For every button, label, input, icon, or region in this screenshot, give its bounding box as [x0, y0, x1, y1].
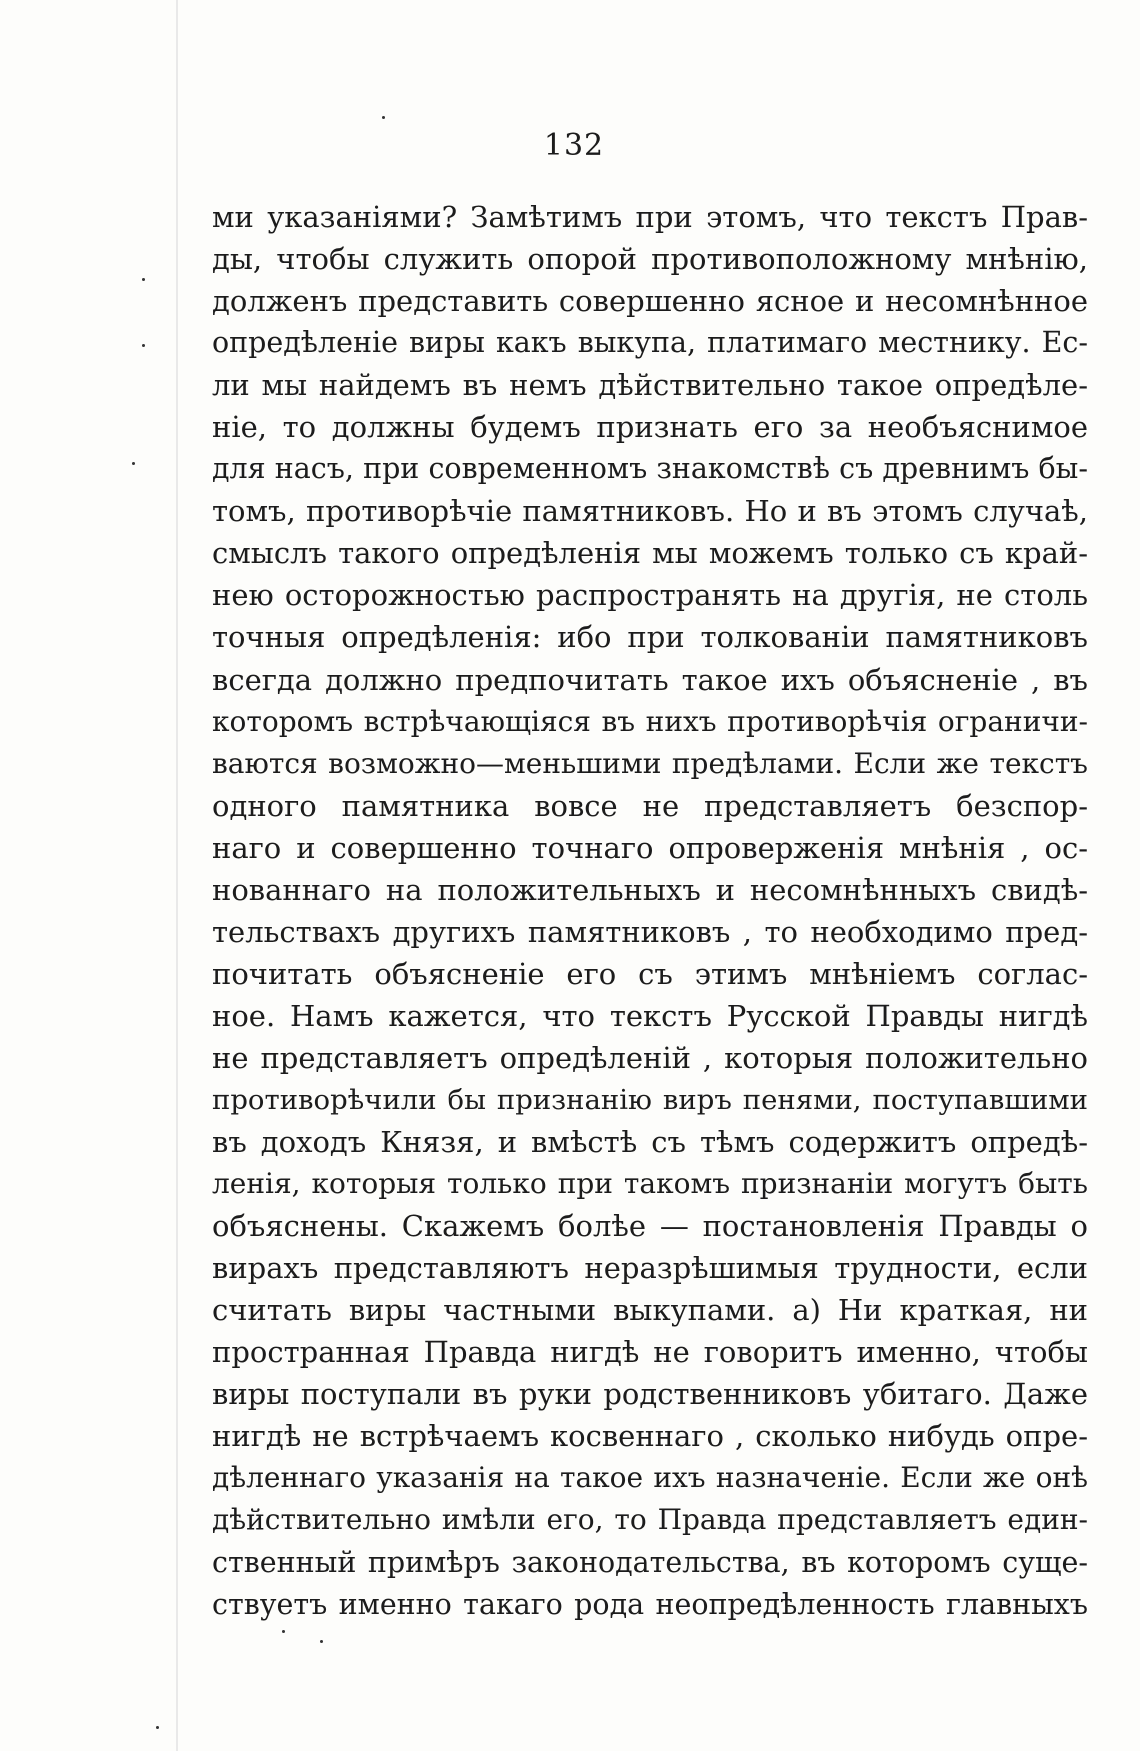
text-line: ніе, то должны будемъ признать его за необъяснимое [212, 410, 1088, 445]
text-line: для насъ, при современномъ знакомствѣ съ древнимъ бы- [212, 452, 1088, 486]
text-line: точныя опредѣленія: ибо при толкованіи памятниковъ [212, 620, 1088, 655]
text-line: которомъ встрѣчающіяся въ нихъ противорѣчія ограничи- [212, 704, 1088, 738]
text-line: объяснены. Скажемъ болѣе — постановленія Правды о [212, 1209, 1088, 1244]
text-line: наго и совершенно точнаго опроверженія мнѣнія , ос- [212, 830, 1088, 865]
text-line: ли мы найдемъ въ немъ дѣйствительно такое опредѣле- [212, 368, 1088, 403]
text-line: ваются возможно—меньшими предѣлами. Если же текстъ [212, 746, 1088, 780]
text-line: тельствахъ другихъ памятниковъ , то необходимо пред- [212, 914, 1088, 949]
scan-speck [142, 344, 145, 347]
text-line: виры поступали въ руки родственниковъ убитаго. Даже [212, 1377, 1088, 1412]
text-line: нигдѣ не встрѣчаемъ косвеннаго , сколько нибудь опре- [212, 1419, 1088, 1454]
text-line: дѣленнаго указанія на такое ихъ назначеніе. Если же онѣ [212, 1461, 1088, 1495]
text-line: смыслъ такого опредѣленія мы можемъ только съ край- [212, 536, 1088, 571]
text-line: считать виры частными выкупами. а) Ни краткая, ни [212, 1293, 1088, 1328]
scan-gutter-shadow [176, 0, 178, 1751]
text-line: въ доходъ Князя, и вмѣстѣ съ тѣмъ содержитъ опредѣ- [212, 1125, 1088, 1160]
scan-speck [156, 1726, 159, 1729]
page-number: 132 [543, 128, 605, 163]
text-line: ное. Намъ кажется, что текстъ Русской Правды нигдѣ [212, 998, 1088, 1033]
text-line: дѣйствительно имѣли его, то Правда представляетъ един- [212, 1503, 1088, 1537]
scan-speck [320, 1640, 323, 1643]
scan-speck [382, 116, 385, 119]
scan-speck [132, 462, 135, 465]
text-line: одного памятника вовсе не представляетъ безспор- [212, 788, 1088, 823]
text-line: опредѣленіе виры какъ выкупа, платимаго местнику. Ес- [212, 326, 1088, 360]
scan-speck [142, 278, 145, 281]
text-line: почитать объясненіе его съ этимъ мнѣніемъ соглас- [212, 956, 1088, 991]
text-line: ми указаніями? Замѣтимъ при этомъ, что текстъ Прав- [212, 200, 1088, 234]
text-line: томъ, противорѣчіе памятниковъ. Но и въ этомъ случаѣ, [212, 494, 1088, 529]
text-line: ленія, которыя только при такомъ признаніи могутъ быть [212, 1167, 1088, 1201]
text-line: ды, чтобы служить опорой противоположному мнѣнію, [212, 242, 1088, 277]
text-line: ствуетъ именно такаго рода неопредѣленность главныхъ [212, 1587, 1088, 1621]
text-line: не представляетъ опредѣленій , которыя положительно [212, 1040, 1088, 1075]
text-line: нею осторожностью распространять на другія, не столь [212, 578, 1088, 613]
text-line: противорѣчили бы признанію виръ пенями, поступавшими [212, 1083, 1088, 1116]
text-line: долженъ представить совершенно ясное и несомнѣнное [212, 284, 1088, 319]
body-text [212, 196, 1088, 1626]
text-line: всегда должно предпочитать такое ихъ объясненіе , въ [212, 662, 1088, 697]
text-line: нованнаго на положительныхъ и несомнѣнныхъ свидѣ- [212, 872, 1088, 907]
text-line: ственный примѣръ законодательства, въ которомъ суще- [212, 1545, 1088, 1579]
text-line: пространная Правда нигдѣ не говоритъ именно, чтобы [212, 1335, 1088, 1370]
text-line: вирахъ представляютъ неразрѣшимыя трудности, если [212, 1251, 1088, 1286]
scan-speck [282, 1630, 285, 1633]
